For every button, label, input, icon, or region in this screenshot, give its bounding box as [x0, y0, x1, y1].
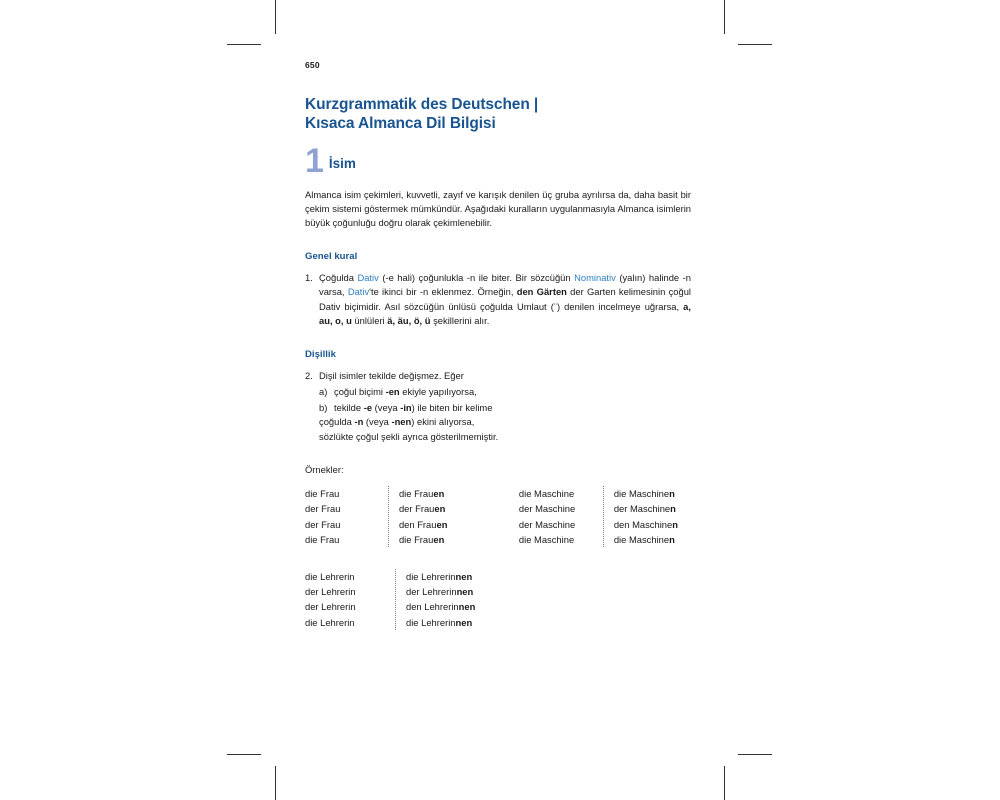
list-item	[319, 401, 691, 415]
declension-column	[395, 569, 492, 630]
intro-paragraph: Almanca isim çekimleri, kuvvetli, zayıf ve karışık denilen üç gruba ayrılırsa da, daha basit bir çekim sistemi göstermek mümkündür. Aşağıdaki kuralların uygulanmasıyla Almanca isimlerin büyük çoğunluğu doğru olarak çekimlenebilir.	[305, 188, 691, 229]
table-row: die Maschinen	[613, 488, 675, 500]
table-row: die Maschine	[518, 488, 575, 500]
table-row: der Frau	[305, 503, 341, 515]
section-title: İsim	[328, 156, 356, 172]
table-row: die Frau	[305, 533, 340, 545]
page-number: 650	[305, 60, 320, 70]
disillik-lead: Dişil isimler tekilde değişmez. Eğer	[319, 369, 464, 381]
table-row: der Lehrerinnen	[406, 586, 474, 598]
table-row: die Frauen	[398, 488, 445, 500]
table-row: der Maschine	[518, 518, 576, 530]
declension-table-lehrerin	[305, 569, 691, 630]
page-content	[305, 60, 691, 652]
declension-table-frau-maschine	[305, 486, 691, 547]
sub-item-label-b: b)	[319, 401, 328, 413]
table-row: der Maschine	[518, 503, 576, 515]
table-row: die Frau	[305, 488, 340, 500]
subheading-disillik: Dişillik	[305, 348, 336, 360]
table-row: der Lehrerin	[305, 601, 356, 613]
table-row: die Lehrerin	[305, 571, 355, 582]
table-row: der Frau	[305, 518, 341, 530]
chapter-title-line-german: Kurzgrammatik des Deutschen |	[305, 96, 539, 113]
sub-item-text-a: çoğul biçimi -en ekiyle yapılıyorsa,	[334, 386, 477, 398]
table-row: der Lehrerin	[305, 586, 356, 598]
rule-text-2	[319, 369, 691, 444]
rule-text-1: Çoğulda Dativ (-e hali) çoğunlukla -n ile biter. Bir sözcüğün Nominativ (yalın) halinde -n varsa, Dativ'te ikinci bir -n eklenmez. Örneğin, den Gärten der Garten kelimesinin çoğul Dativ biçimidir. Asıl sözcüğün ünlüsü çoğulda Umlaut (¨) denilen incelmeye uğrarsa, a, au, o, u ünlüleri ä, äu, ö, ü şekillerini alır.	[319, 271, 691, 327]
declension-column	[388, 486, 509, 547]
sub-item-text-b: tekilde -e (veya -in) ile biten bir kelime	[334, 401, 493, 413]
section-number: 1	[305, 142, 323, 181]
disillik-continuation-1: çoğulda -n (veya -nen) ekini alıyorsa,	[319, 416, 475, 428]
chapter-title-line-turkish: Kısaca Almanca Dil Bilgisi	[305, 114, 496, 132]
crop-mark-bottom-left-horizontal	[227, 754, 261, 755]
section-heading	[305, 142, 691, 181]
page-title	[305, 96, 691, 134]
crop-mark-bottom-right-horizontal	[738, 754, 772, 755]
declension-column	[305, 569, 395, 630]
disillik-sub-list	[319, 385, 691, 415]
crop-mark-top-right-vertical	[724, 0, 725, 34]
table-row: die Lehrerinnen	[406, 571, 473, 582]
table-row: die Maschinen	[613, 533, 675, 545]
declension-column	[603, 486, 691, 547]
table-row: der Frauen	[398, 503, 446, 515]
table-row: den Maschinen	[613, 518, 678, 530]
table-row: die Lehrerin	[305, 616, 355, 628]
crop-mark-bottom-right-vertical	[724, 766, 725, 800]
table-row: den Frauen	[398, 518, 448, 530]
table-row: die Lehrerinnen	[406, 616, 473, 628]
crop-mark-top-right-horizontal	[738, 44, 772, 45]
rule-number-1: 1.	[305, 271, 313, 283]
rule-number-2: 2.	[305, 369, 313, 381]
crop-mark-bottom-left-vertical	[275, 766, 276, 800]
declension-column	[509, 486, 603, 547]
list-item	[319, 385, 691, 399]
crop-mark-top-left-horizontal	[227, 44, 261, 45]
table-row: die Frauen	[398, 533, 445, 545]
table-row: den Lehrerinnen	[406, 601, 476, 613]
examples-label: Örnekler:	[305, 464, 344, 476]
crop-mark-top-left-vertical	[275, 0, 276, 34]
disillik-continuation-2: sözlükte çoğul şekli ayrıca gösterilmemiştir.	[319, 430, 499, 442]
rule-item-1	[305, 271, 691, 329]
table-row: der Maschinen	[613, 503, 676, 515]
subheading-genel-kural: Genel kural	[305, 250, 358, 262]
rule-item-2	[305, 369, 691, 444]
sub-item-label-a: a)	[319, 386, 328, 398]
table-row: die Maschine	[518, 533, 575, 545]
declension-column	[305, 486, 388, 547]
